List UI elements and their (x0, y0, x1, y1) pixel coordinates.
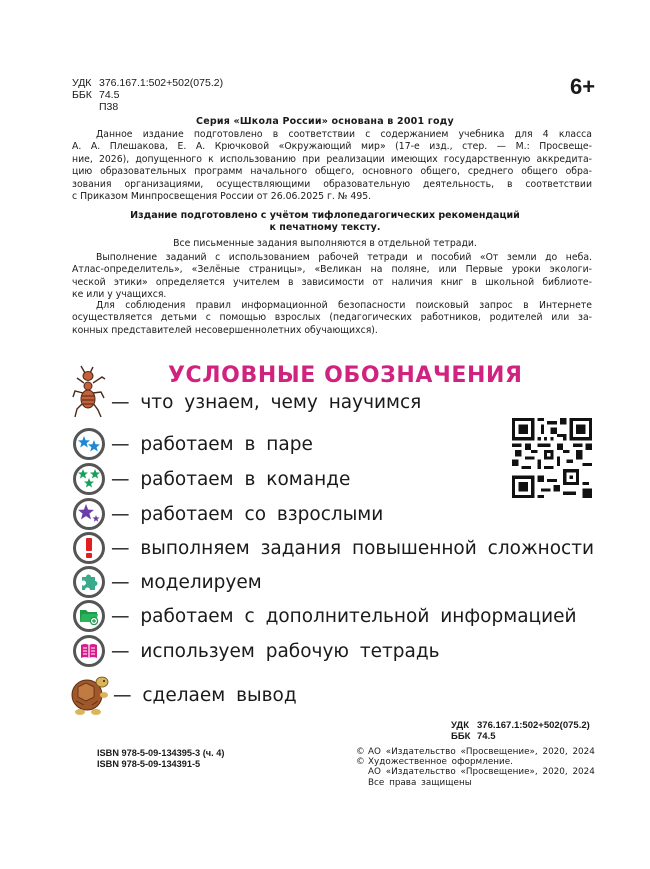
text-line: ние, 2026), допущенного к использованию при реализации имеющих государственную аккредита- (72, 153, 592, 165)
turtle-icon (70, 672, 110, 718)
legend-item-conclusion (70, 672, 297, 718)
bbk-label: ББК (72, 89, 92, 101)
udk-bbk-block (72, 77, 223, 113)
text-line: цию образовательных программ начального общего, основного общего, среднего общего обра- (72, 166, 592, 178)
text-line: А. А. Плешакова, Е. А. Крючковой «Окружающий мир» (17-е изд., стер. — М.: Просвеще- (72, 141, 592, 153)
legend-title: УСЛОВНЫЕ ОБОЗНАЧЕНИЯ (168, 363, 523, 388)
workbook-paragraph (72, 252, 592, 302)
folder-plus-icon (73, 600, 105, 632)
bbk-label: ББК (451, 731, 471, 742)
series-title: Серия «Школа России» основана в 2001 году (196, 116, 454, 127)
legend-label: — что узнаем, чему научимся (111, 391, 422, 413)
bottom-udk-bbk-block (451, 720, 590, 742)
text-line: ке или у учащихся. (72, 289, 167, 301)
copyright-line: Все права защищены (368, 777, 472, 788)
notebook-note: Все письменные задания выполняются в отдельной тетради. (173, 238, 477, 249)
legend-item-team (70, 462, 350, 496)
safety-paragraph (72, 300, 592, 337)
text-line: с Приказом Минпросвещения России от 26.06.2025 г. № 495. (72, 191, 372, 203)
legend-item-model (70, 565, 262, 599)
qr-code[interactable] (512, 418, 592, 498)
big-small-star-icon (73, 498, 105, 530)
two-stars-icon (73, 428, 105, 460)
legend-label: — работаем в паре (111, 433, 313, 455)
copyright-line: Художественное оформление. (368, 757, 513, 768)
legend-label: — моделируем (111, 571, 262, 593)
text-line: Для соблюдения правил информационной безопасности поисковый запрос в Интернете (96, 300, 592, 311)
legend-item-extra-info (70, 599, 577, 633)
author-mark: П38 (99, 101, 119, 113)
legend-item-workbook (70, 634, 440, 668)
legend-item-hard (70, 531, 594, 565)
exclamation-icon (73, 532, 105, 564)
workbook-icon (73, 635, 105, 667)
age-rating: 6+ (570, 74, 596, 99)
isbn-line: ISBN 978-5-09-134391-5 (97, 759, 201, 769)
bbk-value: 74.5 (99, 89, 120, 101)
isbn-block (97, 748, 224, 770)
copyright-line: АО «Издательство «Просвещение», 2020, 2024 (368, 767, 595, 778)
legend-label: — сделаем вывод (113, 684, 297, 706)
legend-label: — выполняем задания повышенной сложности (111, 537, 595, 559)
legend-label: — работаем в команде (111, 468, 351, 490)
text-line: Данное издание подготовлено в соответствии с содержанием учебника для 4 класса (96, 129, 592, 140)
text-line: Выполнение заданий с использованием рабочей тетради и пособий «От земли до неба. (96, 252, 592, 263)
udk-label: УДК (451, 720, 469, 731)
udk-value: 376.167.1:502+502(075.2) (477, 720, 590, 731)
legend-item-adults (70, 497, 383, 531)
puzzle-icon (73, 566, 105, 598)
copyright-line: АО «Издательство «Просвещение», 2020, 2024 (368, 747, 595, 757)
text-line: осуществляется детьми с помощью взрослых (педагогических работников, родителей или за- (72, 312, 592, 324)
legend-item-learn (70, 364, 421, 420)
three-stars-icon (73, 463, 105, 495)
text-line: Атлас-определитель», «Зелёные страницы», «Великан на поляне, или Первые уроки экологи- (72, 264, 592, 276)
tiflo-note-line: к печатному тексту. (269, 222, 381, 233)
legend-label: — используем рабочую тетрадь (111, 640, 440, 662)
copyright-block (356, 747, 595, 788)
legend-label: — работаем с дополнительной информацией (111, 605, 577, 627)
udk-value: 376.167.1:502+502(075.2) (99, 77, 224, 89)
legend-label: — работаем со взрослыми (111, 503, 384, 525)
tiflo-note-line: Издание подготовлено с учётом тифлопедагогических рекомендаций (130, 210, 520, 221)
text-line: зования организациями, осуществляющими образовательную деятельность, в соответствии (72, 178, 592, 190)
ant-icon (70, 364, 108, 420)
tiflo-note (0, 210, 650, 234)
copyright-icon: © (356, 747, 365, 757)
text-line: конных представителей несовершеннолетних обучающихся). (72, 324, 378, 336)
udk-label: УДК (72, 77, 92, 89)
edition-paragraph (72, 129, 592, 203)
isbn-line: ISBN 978-5-09-134395-3 (ч. 4) (97, 748, 225, 758)
copyright-icon: © (356, 757, 365, 768)
legend-item-pair (70, 427, 313, 461)
text-line: ческой этики» определяется учителем в зависимости от наличия книг в школьной библиоте- (72, 276, 592, 288)
bbk-value: 74.5 (477, 731, 496, 742)
